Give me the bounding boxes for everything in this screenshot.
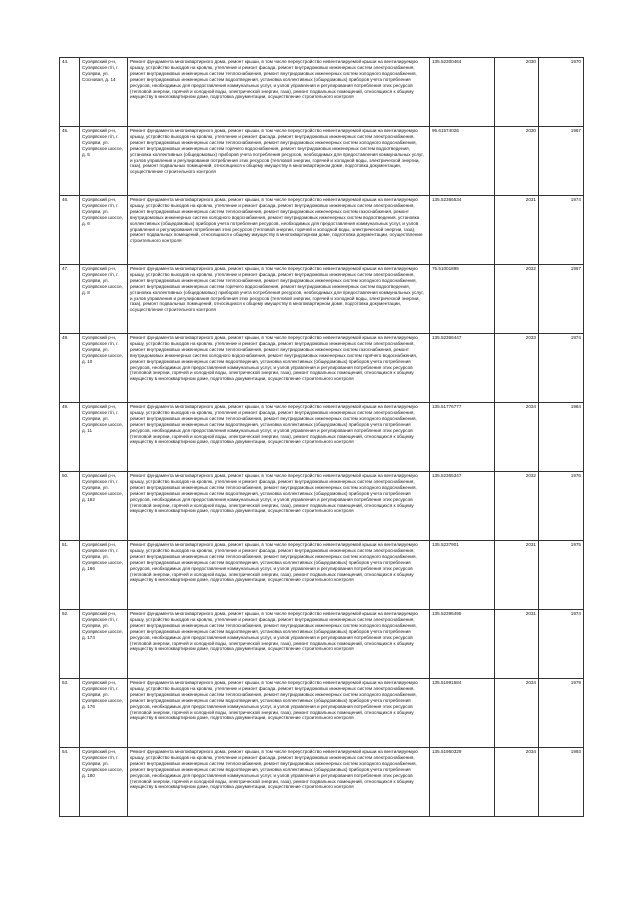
work-description-cell: Ремонт фундамента многоквартирного дома, ремонт крыши, в том числе переустройство невентилируемой крыши на вентилируемую крышу, устройство выходов на кровлю, утепление и ремонт фасада, ремонт внутридомовых инженерных систем электроснабжения, ремонт внутридомовых инженерных систем теплоснабжения, ремонт внутридомовых инженерных систем газоснабжения, ремонт внутридомовых инженерных систем холодного водоснабжения, ремонт внутридомовых инженерных систем водоотведения, установка коллективных (общедомовых) приборов учета потребления ресурсов, необходимых для предоставления коммунальных услуг, и узлов управления и регулирования потребления этих ресурсов (тепловой энергии, горячей и холодной воды, электрической энергии, газа), ремонт подвальных помещений, относящихся к общему имуществу в многоквартирном доме, подготовка документации, осуществление строительного контроля xyxy=(128,196,430,265)
repair-schedule-table xyxy=(59,57,584,817)
work-description-cell: Ремонт фундамента многоквартирного дома, ремонт крыши, в том числе переустройство невентилируемой крыши на вентилируемую крышу, устройство выходов на кровлю, утепление и ремонт фасада, ремонт внутридомовых инженерных систем электроснабжения, ремонт внутридомовых инженерных систем теплоснабжения, ремонт внутридомовых инженерных систем холодного водоснабжения, ремонт внутридомовых инженерных систем водоотведения, установка коллективных (общедомовых) приборов учета потребления ресурсов, необходимых для предоставления коммунальных услуг, и узлов управления и регулирования потребления этих ресурсов (тепловой энергии, горячей и холодной воды, электрической энергии, газа), ремонт подвальных помещений, относящихся к общему имуществу в многоквартирном доме, подготовка документации, осуществление строительного контроля xyxy=(128,748,430,817)
cost-cell: 135.52366534 xyxy=(430,196,495,265)
built-year-cell: 1976 xyxy=(539,472,584,541)
work-description-cell: Ремонт фундамента многоквартирного дома, ремонт крыши, в том числе переустройство невентилируемой крыши на вентилируемую крышу, устройство выходов на кровлю, утепление и ремонт фасада, ремонт внутридомовых инженерных систем электроснабжения, ремонт внутридомовых инженерных систем теплоснабжения, ремонт внутридомовых инженерных систем холодного водоснабжения, ремонт внутридомовых инженерных систем водоотведения, установка коллективных (общедомовых) приборов учета потребления ресурсов, необходимых для предоставления коммунальных услуг, и узлов управления и регулирования потребления этих ресурсов (тепловой энергии, горячей и холодной воды, электрической энергии, газа), ремонт подвальных помещений, относящихся к общему имуществу в многоквартирном доме, подготовка документации, осуществление строительного контроля xyxy=(128,679,430,748)
built-year-cell: 1967 xyxy=(539,127,584,196)
row-number-cell: 51. xyxy=(60,541,80,610)
cost-cell: 135.51960329 xyxy=(430,748,495,817)
address-cell: Суоярвский р-н, Суоярвское г/п, г. Суоярви, ул. Суоярвское шоссе, д. 162 xyxy=(80,472,128,541)
cost-cell: 75.51001895 xyxy=(430,265,495,334)
row-number-cell: 50. xyxy=(60,472,80,541)
table-row xyxy=(60,541,584,610)
table-row xyxy=(60,679,584,748)
work-description-cell: Ремонт фундамента многоквартирного дома, ремонт крыши, в том числе переустройство невентилируемой крыши на вентилируемую крышу, устройство выходов на кровлю, утепление и ремонт фасада, ремонт внутридомовых инженерных систем электроснабжения, ремонт внутридомовых инженерных систем теплоснабжения, ремонт внутридомовых инженерных систем холодного водоснабжения, ремонт внутридомовых инженерных систем водоотведения, установка коллективных (общедомовых) приборов учета потребления ресурсов, необходимых для предоставления коммунальных услуг, и узлов управления и регулирования потребления этих ресурсов (тепловой энергии, горячей и холодной воды, электрической энергии, газа), ремонт подвальных помещений, относящихся к общему имуществу в многоквартирном доме, подготовка документации, осуществление строительного контроля xyxy=(128,58,430,127)
table-row xyxy=(60,334,584,403)
planned-year-cell: 2034 xyxy=(495,403,539,472)
address-cell: Суоярвский р-н, Суоярвское г/п, г. Суоярви, ул. Суоярвское шоссе, д. 180 xyxy=(80,748,128,817)
table-row xyxy=(60,127,584,196)
address-cell: Суоярвский р-н, Суоярвское г/п, г. Суоярви, ул. Суоярвское шоссе, д. 176 xyxy=(80,679,128,748)
work-description-cell: Ремонт фундамента многоквартирного дома, ремонт крыши, в том числе переустройство невентилируемой крыши на вентилируемую крышу, устройство выходов на кровлю, утепление и ремонт фасада, ремонт внутридомовых инженерных систем электроснабжения, ремонт внутридомовых инженерных систем теплоснабжения, ремонт внутридомовых инженерных систем холодного водоснабжения, ремонт внутридомовых инженерных систем водоотведения, установка коллективных (общедомовых) приборов учета потребления ресурсов, необходимых для предоставления коммунальных услуг, и узлов управления и регулирования потребления этих ресурсов (тепловой энергии, горячей и холодной воды, электрической энергии, газа), ремонт подвальных помещений, относящихся к общему имуществу в многоквартирном доме, подготовка документации, осуществление строительного контроля xyxy=(128,541,430,610)
row-number-cell: 46. xyxy=(60,196,80,265)
table-row xyxy=(60,265,584,334)
cost-cell: 135.5237901 xyxy=(430,541,495,610)
built-year-cell: 1975 xyxy=(539,541,584,610)
built-year-cell: 1974 xyxy=(539,610,584,679)
cost-cell: 135.51776777 xyxy=(430,403,495,472)
built-year-cell: 1967 xyxy=(539,265,584,334)
cost-cell: 95.61574026 xyxy=(430,127,495,196)
table-row xyxy=(60,472,584,541)
address-cell: Суоярвский р-н, Суоярвское г/п, г. Суоярви, ул. Суоярвское шоссе, д. 11 xyxy=(80,403,128,472)
address-cell: Суоярвский р-н, Суоярвское г/п, г. Суоярви, ул. Сосновая, д. 14 xyxy=(80,58,128,127)
built-year-cell: 1974 xyxy=(539,334,584,403)
table-row xyxy=(60,748,584,817)
cost-cell: 135.51991584 xyxy=(430,679,495,748)
built-year-cell: 1979 xyxy=(539,679,584,748)
cost-cell: 135.52366447 xyxy=(430,334,495,403)
planned-year-cell: 2034 xyxy=(495,748,539,817)
planned-year-cell: 2031 xyxy=(495,196,539,265)
row-number-cell: 45. xyxy=(60,127,80,196)
planned-year-cell: 2032 xyxy=(495,265,539,334)
address-cell: Суоярвский р-н, Суоярвское г/п, г. Суоярви, ул. Суоярвское шоссе, д. 174 xyxy=(80,610,128,679)
address-cell: Суоярвский р-н, Суоярвское г/п, г. Суоярви, ул. Суоярвское шоссе, д. 8 xyxy=(80,265,128,334)
row-number-cell: 49. xyxy=(60,403,80,472)
cost-cell: 135.52300464 xyxy=(430,58,495,127)
built-year-cell: 1993 xyxy=(539,748,584,817)
planned-year-cell: 2031 xyxy=(495,610,539,679)
row-number-cell: 54. xyxy=(60,748,80,817)
table-row xyxy=(60,196,584,265)
cost-cell: 135.52396495 xyxy=(430,610,495,679)
address-cell: Суоярвский р-н, Суоярвское г/п, г. Суоярви, ул. Суоярвское шоссе, д. 5 xyxy=(80,127,128,196)
work-description-cell: Ремонт фундамента многоквартирного дома, ремонт крыши, в том числе переустройство невентилируемой крыши на вентилируемую крышу, устройство выходов на кровлю, утепление и ремонт фасада, ремонт внутридомовых инженерных систем электроснабжения, ремонт внутридомовых инженерных систем теплоснабжения, ремонт внутридомовых инженерных систем холодного водоснабжения, ремонт внутридомовых инженерных систем водоотведения, установка коллективных (общедомовых) приборов учета потребления ресурсов, необходимых для предоставления коммунальных услуг, и узлов управления и регулирования потребления этих ресурсов (тепловой энергии, горячей и холодной воды, электрической энергии, газа), ремонт подвальных помещений, относящихся к общему имуществу в многоквартирном доме, подготовка документации, осуществление строительного контроля xyxy=(128,403,430,472)
built-year-cell: 1984 xyxy=(539,403,584,472)
cost-cell: 135.52365347 xyxy=(430,472,495,541)
table-row xyxy=(60,403,584,472)
row-number-cell: 48. xyxy=(60,334,80,403)
planned-year-cell: 2030 xyxy=(495,58,539,127)
work-description-cell: Ремонт фундамента многоквартирного дома, ремонт крыши, в том числе переустройство невентилируемой крыши на вентилируемую крышу, устройство выходов на кровлю, утепление и ремонт фасада, ремонт внутридомовых инженерных систем электроснабжения, ремонт внутридомовых инженерных систем теплоснабжения, ремонт внутридомовых инженерных систем газоснабжения, ремонт внутридомовых инженерных систем холодного водоснабжения, ремонт внутридомовых инженерных систем горячего водоснабжения, ремонт внутридомовых инженерных систем водоотведения, установка коллективных (общедомовых) приборов учета потребления ресурсов, необходимых для предоставления коммунальных услуг, и узлов управления и регулирования потребления этих ресурсов (тепловой энергии, горячей и холодной воды, электрической энергии, газа), ремонт подвальных помещений, относящихся к общему имуществу в многоквартирном доме, подготовка документации, осуществление строительного контроля xyxy=(128,334,430,403)
table-row xyxy=(60,58,584,127)
built-year-cell: 1970 xyxy=(539,58,584,127)
planned-year-cell: 2032 xyxy=(495,472,539,541)
work-description-cell: Ремонт фундамента многоквартирного дома, ремонт крыши, в том числе переустройство невентилируемой крыши на вентилируемую крышу, устройство выходов на кровлю, утепление и ремонт фасада, ремонт внутридомовых инженерных систем электроснабжения, ремонт внутридомовых инженерных систем теплоснабжения, ремонт внутридомовых инженерных систем холодного водоснабжения, ремонт внутридомовых инженерных систем горячего водоснабжения, ремонт внутридомовых инженерных систем водоотведения, установка коллективных (общедомовых) приборов учета потребления ресурсов, необходимых для предоставления коммунальных услуг, и узлов управления и регулирования потребления этих ресурсов (тепловой энергии, горячей и холодной воды, электрической энергии, газа), ремонт подвальных помещений, относящихся к общему имуществу в многоквартирном доме, подготовка документации, осуществление строительного контроля xyxy=(128,127,430,196)
table-row xyxy=(60,610,584,679)
row-number-cell: 53. xyxy=(60,679,80,748)
address-cell: Суоярвский р-н, Суоярвское г/п, г. Суоярви, ул. Суоярвское шоссе, д. 166 xyxy=(80,541,128,610)
address-cell: Суоярвский р-н, Суоярвское г/п, г. Суоярви, ул. Суоярвское шоссе, д. 6 xyxy=(80,196,128,265)
planned-year-cell: 2033 xyxy=(495,334,539,403)
row-number-cell: 44. xyxy=(60,58,80,127)
built-year-cell: 1974 xyxy=(539,196,584,265)
planned-year-cell: 2031 xyxy=(495,541,539,610)
work-description-cell: Ремонт фундамента многоквартирного дома, ремонт крыши, в том числе переустройство невентилируемой крыши на вентилируемую крышу, устройство выходов на кровлю, утепление и ремонт фасада, ремонт внутридомовых инженерных систем электроснабжения, ремонт внутридомовых инженерных систем теплоснабжения, ремонт внутридомовых инженерных систем холодного водоснабжения, ремонт внутридомовых инженерных систем водоотведения, установка коллективных (общедомовых) приборов учета потребления ресурсов, необходимых для предоставления коммунальных услуг, и узлов управления и регулирования потребления этих ресурсов (тепловой энергии, горячей и холодной воды, электрической энергии, газа), ремонт подвальных помещений, относящихся к общему имуществу в многоквартирном доме, подготовка документации, осуществление строительного контроля xyxy=(128,472,430,541)
planned-year-cell: 2034 xyxy=(495,679,539,748)
work-description-cell: Ремонт фундамента многоквартирного дома, ремонт крыши, в том числе переустройство невентилируемой крыши на вентилируемую крышу, устройство выходов на кровлю, утепление и ремонт фасада, ремонт внутридомовых инженерных систем электроснабжения, ремонт внутридомовых инженерных систем теплоснабжения, ремонт внутридомовых инженерных систем холодного водоснабжения, ремонт внутридомовых инженерных систем водоотведения, установка коллективных (общедомовых) приборов учета потребления ресурсов, необходимых для предоставления коммунальных услуг, и узлов управления и регулирования потребления этих ресурсов (тепловой энергии, горячей и холодной воды, электрической энергии, газа), ремонт подвальных помещений, относящихся к общему имуществу в многоквартирном доме, подготовка документации, осуществление строительного контроля xyxy=(128,610,430,679)
planned-year-cell: 2030 xyxy=(495,127,539,196)
row-number-cell: 52. xyxy=(60,610,80,679)
address-cell: Суоярвский р-н, Суоярвское г/п, г. Суоярви, ул. Суоярвское шоссе, д. 10 xyxy=(80,334,128,403)
work-description-cell: Ремонт фундамента многоквартирного дома, ремонт крыши, в том числе переустройство невентилируемой крыши на вентилируемую крышу, устройство выходов на кровлю, утепление и ремонт фасада, ремонт внутридомовых инженерных систем электроснабжения, ремонт внутридомовых инженерных систем теплоснабжения, ремонт внутридомовых инженерных систем холодного водоснабжения, ремонт внутридомовых инженерных систем горячего водоснабжения, ремонт внутридомовых инженерных систем водоотведения, установка коллективных (общедомовых) приборов учета потребления ресурсов, необходимых для предоставления коммунальных услуг, и узлов управления и регулирования потребления этих ресурсов (тепловой энергии, горячей и холодной воды, электрической энергии, газа), ремонт подвальных помещений, относящихся к общему имуществу в многоквартирном доме, подготовка документации, осуществление строительного контроля xyxy=(128,265,430,334)
row-number-cell: 47. xyxy=(60,265,80,334)
